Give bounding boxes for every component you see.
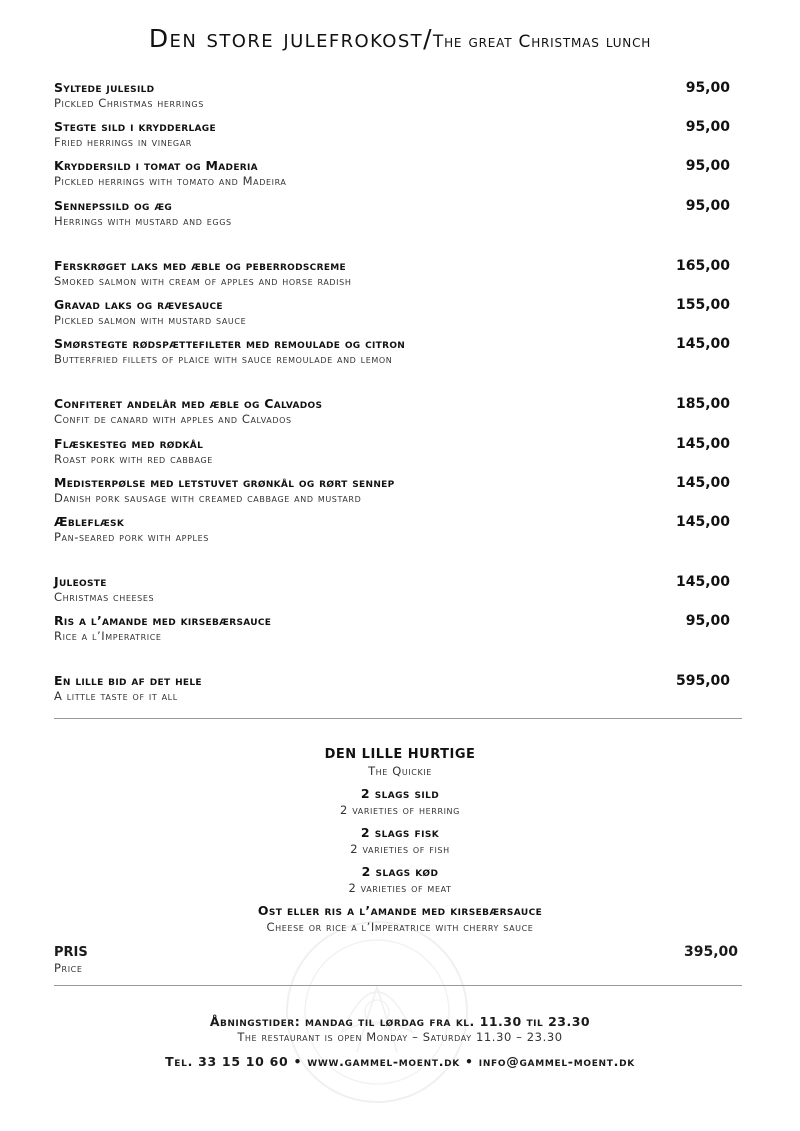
menu-item-price: 145,00	[675, 474, 730, 491]
menu-item-price: 95,00	[685, 119, 730, 136]
restaurant-seal-watermark	[282, 912, 472, 1112]
menu-item	[54, 297, 730, 336]
menu-item	[54, 574, 730, 613]
section-gap	[54, 237, 730, 258]
menu-item-desc: Pickled herrings with tomato and Madeira	[54, 174, 287, 189]
menu-item-name: Sennepssild og æg	[54, 197, 173, 213]
section-gap	[54, 652, 730, 673]
quickie-item-name: 2 slags kød	[361, 864, 439, 879]
menu-item-price: 95,00	[685, 158, 730, 175]
quickie-item-desc: 2 varieties of meat	[348, 881, 452, 895]
quickie-item-name: 2 slags fisk	[360, 825, 440, 840]
menu-item-name: En lille bid af det hele	[54, 673, 202, 689]
menu-item-name: Juleoste	[54, 574, 107, 590]
menu-item-name: Ferskrøget laks med æble og peberrodscreme	[54, 257, 346, 273]
menu-item-desc: Danish pork sausage with creamed cabbage and mustard	[54, 490, 362, 505]
menu-item-name: Ris a l’amande med kirsebærsauce	[54, 613, 272, 629]
opening-hours: Åbningstider: mandag til lørdag fra kl. 11.30 til 23.30	[209, 1014, 591, 1029]
menu-item-price: 155,00	[675, 296, 730, 313]
page-title-main: Den store julefrokost/	[148, 24, 433, 53]
quickie-item-name: 2 slags sild	[360, 786, 440, 801]
menu-item-name: Stegte sild i krydderlage	[54, 119, 216, 135]
menu-item-desc: Christmas cheeses	[54, 590, 155, 605]
menu-item-desc: Confit de canard with apples and Calvados	[54, 412, 292, 427]
menu-item	[54, 258, 730, 297]
menu-item	[54, 475, 730, 514]
menu-item-desc: Pickled salmon with mustard sauce	[54, 312, 247, 327]
menu-item	[54, 80, 730, 119]
page-title	[0, 24, 800, 53]
price-value: 395,00	[683, 944, 738, 960]
menu-item	[54, 673, 730, 712]
menu-item-name: Medisterpølse med letstuvet grønkål og rørt sennep	[54, 474, 395, 490]
menu-list	[54, 80, 730, 713]
quickie-item-desc: 2 varieties of fish	[350, 842, 450, 856]
menu-item-desc: Roast pork with red cabbage	[54, 451, 213, 466]
divider	[54, 718, 742, 719]
menu-item-desc: Rice a l’Imperatrice	[54, 629, 162, 644]
menu-item	[54, 119, 730, 158]
section-gap	[54, 553, 730, 574]
opening-hours-en: The restaurant is open Monday – Saturday 11.30 – 23.30	[237, 1030, 563, 1044]
menu-item-price: 185,00	[675, 396, 730, 413]
quickie-item-desc: Cheese or rice a l’Imperatrice with cherry sauce	[266, 920, 534, 934]
menu-item-price: 595,00	[675, 673, 730, 690]
menu-item-price: 145,00	[675, 435, 730, 452]
menu-item-desc: A little taste of it all	[54, 689, 178, 704]
menu-item-name: Kryddersild i tomat og Maderia	[54, 158, 258, 174]
section-gap	[54, 375, 730, 396]
menu-item	[54, 158, 730, 197]
menu-item-name: Flæskesteg med rødkål	[54, 435, 204, 451]
price-row	[54, 944, 738, 976]
menu-item-price: 145,00	[675, 513, 730, 530]
menu-item-desc: Pickled Christmas herrings	[54, 96, 204, 110]
divider	[54, 985, 742, 986]
menu-item-desc: Fried herrings in vinegar	[54, 135, 192, 150]
menu-item	[54, 198, 730, 237]
menu-item-price: 165,00	[675, 257, 730, 274]
quickie-item-name: Ost eller ris a l’amande med kirsebærsauce	[257, 903, 543, 918]
menu-item-price: 95,00	[685, 613, 730, 630]
contact-info: Tel. 33 15 10 60 • www.gammel-moent.dk • info@gammel-moent.dk	[165, 1054, 635, 1069]
menu-item-price: 145,00	[675, 574, 730, 591]
menu-item-desc: Butterfried fillets of plaice with sauce remoulade and lemon	[54, 352, 393, 367]
menu-item	[54, 396, 730, 435]
menu-item-desc: Smoked salmon with cream of apples and horse radish	[54, 273, 352, 288]
menu-item-name: Syltede julesild	[54, 80, 155, 95]
quickie-title: DEN LILLE HURTIGE	[324, 747, 476, 762]
menu-item	[54, 613, 730, 652]
menu-item-name: Confiteret andelår med æble og Calvados	[54, 396, 323, 412]
menu-item-desc: Pan-seared pork with apples	[54, 529, 209, 544]
price-label: PRIS	[54, 945, 88, 960]
menu-item-price: 95,00	[685, 197, 730, 214]
quickie-subtitle: The Quickie	[368, 764, 432, 778]
menu-item-price: 145,00	[675, 336, 730, 353]
price-label-sub: Price	[54, 961, 83, 975]
menu-item-name: Æbleflæsk	[54, 513, 125, 529]
menu-item-price: 95,00	[685, 80, 730, 96]
page-title-sub: The great Christmas lunch	[432, 32, 652, 52]
menu-item	[54, 336, 730, 375]
menu-item-name: Gravad laks og rævesauce	[54, 296, 223, 312]
menu-item-name: Smørstegte rødspættefileter med remoulade og citron	[54, 336, 406, 352]
menu-item	[54, 436, 730, 475]
quickie-item-desc: 2 varieties of herring	[340, 803, 460, 817]
footer	[0, 1013, 800, 1070]
menu-item	[54, 514, 730, 553]
menu-item-desc: Herrings with mustard and eggs	[54, 213, 232, 228]
